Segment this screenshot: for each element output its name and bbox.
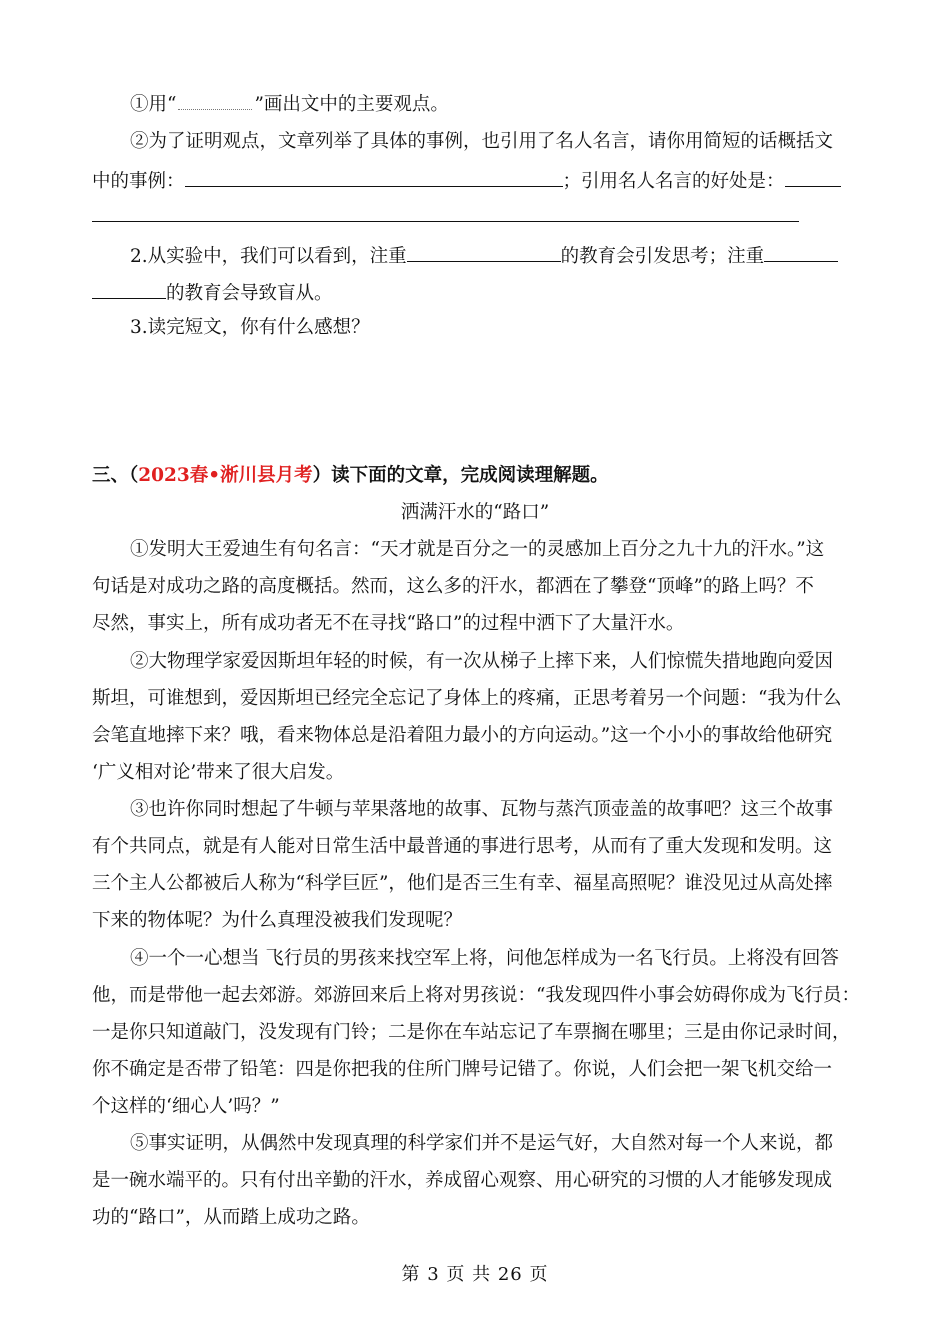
article-line: 句话是对成功之路的高度概括。然而，这么多的汗水，都洒在了攀登“顶峰”的路上吗？不 <box>92 576 814 597</box>
article-line: 功的“路口”，从而踏上成功之路。 <box>92 1207 370 1228</box>
article-line: 下来的物体呢？为什么真理没被我们发现呢？ <box>92 910 463 931</box>
answer-blank-q2-1[interactable] <box>407 241 561 262</box>
article-line: 一是你只知道敲门，没发现有门铃；二是你在车站忘记了车票搁在哪里；三是由你记录时间， <box>92 1022 851 1043</box>
section-3-heading: 三、（2023春•淅川县月考）读下面的文章，完成阅读理解题。 <box>92 465 609 486</box>
answer-blank-q2-2[interactable] <box>764 241 838 262</box>
question-3: 3.读完短文，你有什么感想？ <box>130 317 370 338</box>
article-line: 会笔直地摔下来？哦，看来物体总是沿着阻力最小的方向运动。”这一个小小的事故给他研究 <box>92 725 833 746</box>
answer-blank-quote-benefit[interactable] <box>785 166 841 187</box>
answer-blank-examples[interactable] <box>185 166 563 187</box>
question-1-sub-1: ①用“ ”画出文中的主要观点。 <box>130 94 449 115</box>
article-line: 是一碗水端平的。只有付出辛勤的汗水，养成留心观察、用心研究的习惯的人才能够发现成 <box>92 1170 833 1191</box>
article-line: ③也许你同时想起了牛顿与苹果落地的故事、瓦物与蒸汽顶壶盖的故事吧？这三个故事 <box>130 799 834 820</box>
source-tag: 2023春•淅川县月考 <box>138 465 313 486</box>
page-footer: 第 3 页 共 26 页 <box>401 1264 549 1285</box>
article-line: 他，而是带他一起去郊游。郊游回来后上将对男孩说：“我发现四件小事会妨碍你成为飞行员： <box>92 985 860 1006</box>
article-line: ‘广义相对论’带来了很大启发。 <box>92 762 345 783</box>
question-1-sub-2-line-2: 中的事例： ；引用名人名言的好处是： <box>92 166 862 195</box>
answer-blank-q2-2-continued[interactable] <box>92 278 166 299</box>
article-line: ④一个一心想当 飞行员的男孩来找空军上将，问他怎样成为一名飞行员。上将没有回答 <box>130 948 839 969</box>
article-line: 你不确定是否带了铅笔：四是你把我的住所门牌号记错了。你说，人们会把一架飞机交给一 <box>92 1059 833 1080</box>
article-title: 洒满汗水的“路口” <box>400 502 550 523</box>
article-line: 有个共同点，就是有人能对日常生活中最普通的事进行思考，从而有了重大发现和发明。这 <box>92 836 833 857</box>
article-line: ②大物理学家爱因斯坦年轻的时候，有一次从梯子上摔下来，人们惊慌失措地跑向爱因 <box>130 651 834 672</box>
article-line: 尽然，事实上，所有成功者无不在寻找“路口”的过程中洒下了大量汗水。 <box>92 613 685 634</box>
question-1-sub-2-line-1: ②为了证明观点，文章列举了具体的事例，也引用了名人名言，请你用简短的话概括文 <box>130 131 834 152</box>
article-line: 个这样的‘细心人’吗？” <box>92 1096 280 1117</box>
article-line: ①发明大王爱迪生有句名言：“天才就是百分之一的灵感加上百分之九十九的汗水。”这 <box>130 539 825 560</box>
question-2-line-1: 2.从实验中，我们可以看到，注重 的教育会引发思考；注重 <box>130 241 862 270</box>
article-line: 斯坦，可谁想到，爱因斯坦已经完全忘记了身体上的疼痛，正思考着另一个问题：“我为什么 <box>92 688 842 709</box>
dotted-underline-sample <box>178 95 252 110</box>
article-line: ⑤事实证明，从偶然中发现真理的科学家们并不是运气好，大自然对每一个人来说，都 <box>130 1133 834 1154</box>
answer-blank-quote-benefit-continued[interactable] <box>92 221 799 222</box>
article-line: 三个主人公都被后人称为“科学巨匠”，他们是否三生有幸、福星高照呢？谁没见过从高处摔 <box>92 873 833 894</box>
question-2-line-2: 的教育会导致盲从。 <box>92 278 862 307</box>
